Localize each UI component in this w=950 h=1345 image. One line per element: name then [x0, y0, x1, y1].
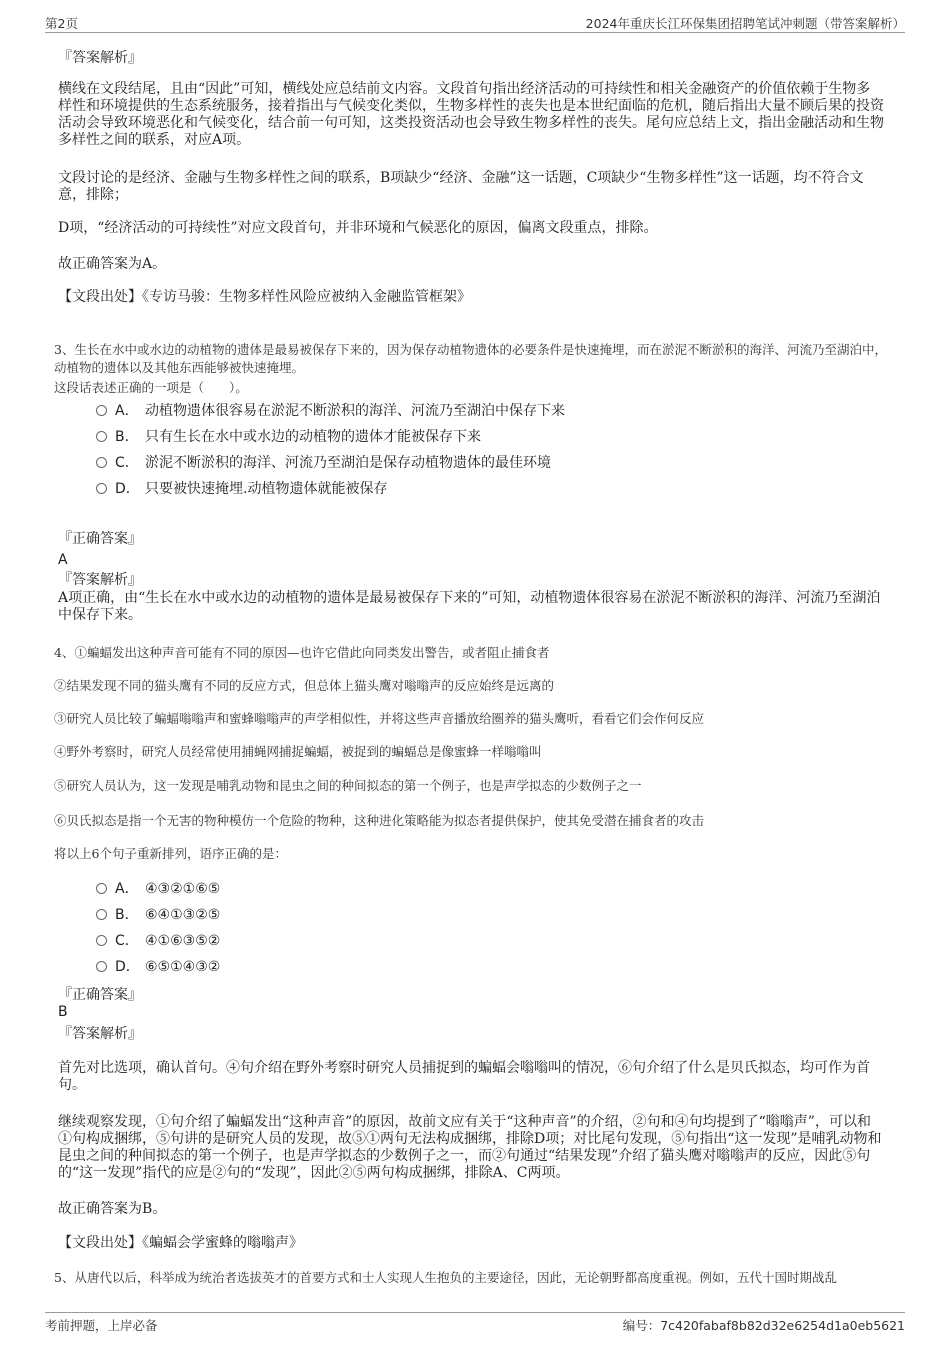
sentence-3: ③研究人员比较了蝙蝠嗡嗡声和蜜蜂嗡嗡声的声学相似性，并将这些声音播放给圈养的猫头鹰听，看看它们会作何反应: [54, 711, 705, 726]
explanation-paragraph: 首先对比选项，确认首句。④句介绍在野外考察时研究人员捕捉到的蝙蝠会嗡嗡叫的情况，⑥句介绍了什么是贝氏拟态，均可作为首句。: [58, 1060, 870, 1093]
option-letter: D．: [115, 959, 140, 975]
page-footer: [45, 1312, 905, 1335]
option-letter: D．: [115, 481, 140, 497]
radio-icon[interactable]: [96, 935, 107, 946]
option-text: ④③②①⑥⑤: [145, 881, 221, 897]
option-letter: B．: [115, 429, 139, 445]
radio-icon[interactable]: [96, 961, 107, 972]
option-d[interactable]: [96, 479, 387, 499]
option-letter: A．: [115, 403, 139, 419]
radio-icon[interactable]: [96, 483, 107, 494]
correct-answer-value: A: [58, 552, 68, 568]
document-title: 2024年重庆长江环保集团招聘笔试冲刺题（带答案解析）: [585, 16, 905, 31]
correct-answer-statement: 故正确答案为B。: [58, 1201, 167, 1217]
sentence-5: ⑤研究人员认为，这一发现是哺乳动物和昆虫之间的种间拟态的第一个例子，也是声学拟态的少数例子之一: [54, 778, 642, 793]
option-b[interactable]: [96, 427, 481, 447]
radio-icon[interactable]: [96, 405, 107, 416]
radio-icon[interactable]: [96, 431, 107, 442]
answer-explanation-label: 『答案解析』: [58, 50, 142, 66]
option-text: ④①⑥③⑤②: [145, 933, 221, 949]
sentence-4: ④野外考察时，研究人员经常使用捕蝇网捕捉蝙蝠，被捉到的蝙蝠总是像蜜蜂一样嗡嗡叫: [54, 744, 542, 759]
footer-slogan: 考前押题，上岸必备: [45, 1318, 158, 1333]
option-text: 只要被快速掩埋.动植物遗体就能被保存: [145, 481, 388, 497]
question-prompt: 将以上6个句子重新排列，语序正确的是：: [54, 846, 287, 861]
option-c[interactable]: [96, 453, 551, 473]
passage-source: 【文段出处】《蝙蝠会学蜜蜂的嗡嗡声》: [58, 1235, 303, 1251]
sentence-6: ⑥贝氏拟态是指一个无害的物种模仿一个危险的物种，这种进化策略能为拟态者提供保护，使其免受潜在捕食者的攻击: [54, 813, 705, 828]
passage-source: 【文段出处】《专访马骏：生物多样性风险应被纳入金融监管框架》: [58, 289, 471, 305]
radio-icon[interactable]: [96, 909, 107, 920]
option-letter: C．: [115, 455, 139, 471]
explanation-paragraph: D项，“经济活动的可持续性”对应文段首句，并非环境和气候恶化的原因，偏离文段重点，排除。: [58, 220, 658, 236]
option-b[interactable]: [96, 905, 220, 925]
option-text: 只有生长在水中或水边的动植物的遗体才能被保存下来: [145, 429, 481, 445]
option-letter: B．: [115, 907, 139, 923]
explanation-paragraph: A项正确，由“生长在水中或水边的动植物的遗体是最易被保存下来的”可知，动植物遗体很容易在淤泥不断淤积的海洋、河流乃至湖泊中保存下来。: [58, 590, 881, 623]
option-letter: C．: [115, 933, 139, 949]
sentence-2: ②结果发现不同的猫头鹰有不同的反应方式，但总体上猫头鹰对嗡嗡声的反应始终是远离的: [54, 678, 555, 693]
option-text: ⑥④①③②⑤: [145, 907, 221, 923]
correct-answer-value: B: [58, 1004, 68, 1020]
correct-answer-label: 『正确答案』: [58, 531, 142, 547]
option-text: ⑥⑤①④③②: [145, 959, 221, 975]
page-number: 第2页: [45, 16, 78, 31]
explanation-paragraph: 横线在文段结尾，且由“因此”可知，横线处应总结前文内容。文段首句指出经济活动的可持续性和相关金融资产的价值依赖于生物多样性和环境提供的生态系统服务，接着指出与气候变化类似，生物多样性的丧失也是本世纪面临的危机，随后指出大量不顾后果的投资活动会导致环境恶化和气候变化，结合前一句可知，这类投资活动也会导致生物多样性的丧失。尾句应总结上文，指出金融活动和生物多样性之间的联系，对应A项。: [58, 81, 884, 148]
page-header: [45, 12, 905, 33]
correct-answer-label: 『正确答案』: [58, 987, 142, 1003]
radio-icon[interactable]: [96, 883, 107, 894]
option-a[interactable]: [96, 401, 565, 421]
option-text: 动植物遗体很容易在淤泥不断淤积的海洋、河流乃至湖泊中保存下来: [145, 403, 565, 419]
explanation-paragraph: 文段讨论的是经济、金融与生物多样性之间的联系，B项缺少“经济、金融”这一话题，C项缺少“生物多样性”这一话题，均不符合文意，排除；: [58, 170, 864, 203]
option-c[interactable]: [96, 931, 220, 951]
option-letter: A．: [115, 881, 139, 897]
question-stem: 5、从唐代以后，科举成为统治者选拔英才的首要方式和士人实现人生抱负的主要途径，因此，无论朝野都高度重视。例如，五代十国时期战乱: [54, 1270, 837, 1285]
sentence-1: 4、①蝙蝠发出这种声音可能有不同的原因—也许它借此向同类发出警告，或者阻止捕食者: [54, 645, 550, 660]
correct-answer-statement: 故正确答案为A。: [58, 256, 167, 272]
answer-explanation-label: 『答案解析』: [58, 572, 142, 588]
question-stem: 3、生长在水中或水边的动植物的遗体是最易被保存下来的，因为保存动植物遗体的必要条件是快速掩埋，而在淤泥不断淤积的海洋、河流乃至湖泊中，动植物的遗体以及其他东西能够被快速掩埋。: [54, 342, 887, 375]
radio-icon[interactable]: [96, 457, 107, 468]
option-text: 淤泥不断淤积的海洋、河流乃至湖泊是保存动植物遗体的最佳环境: [145, 455, 551, 471]
option-d[interactable]: [96, 957, 220, 977]
document-id: 编号：7c420fabaf8b82d32e6254d1a0eb5621: [622, 1318, 905, 1333]
answer-explanation-label: 『答案解析』: [58, 1026, 142, 1042]
option-a[interactable]: [96, 879, 220, 899]
question-prompt: 这段话表述正确的一项是（ ）。: [54, 380, 248, 395]
explanation-paragraph: 继续观察发现，①句介绍了蝙蝠发出“这种声音”的原因，故前文应有关于“这种声音”的介绍，②句和④句均提到了“嗡嗡声”，可以和①句构成捆绑，⑤句讲的是研究人员的发现，故⑤①两句无法构成捆绑，排除D项；对比尾句发现，⑤句指出“这一发现”是哺乳动物和昆虫之间的种间拟态的第一个例子，也是声学拟态的少数例子之一，而②句通过“结果发现”介绍了猫头鹰对嗡嗡声的反应，因此⑤句的“这一发现”指代的应是②句的“发现”，因此②⑤两句构成捆绑，排除A、C两项。: [58, 1114, 882, 1181]
